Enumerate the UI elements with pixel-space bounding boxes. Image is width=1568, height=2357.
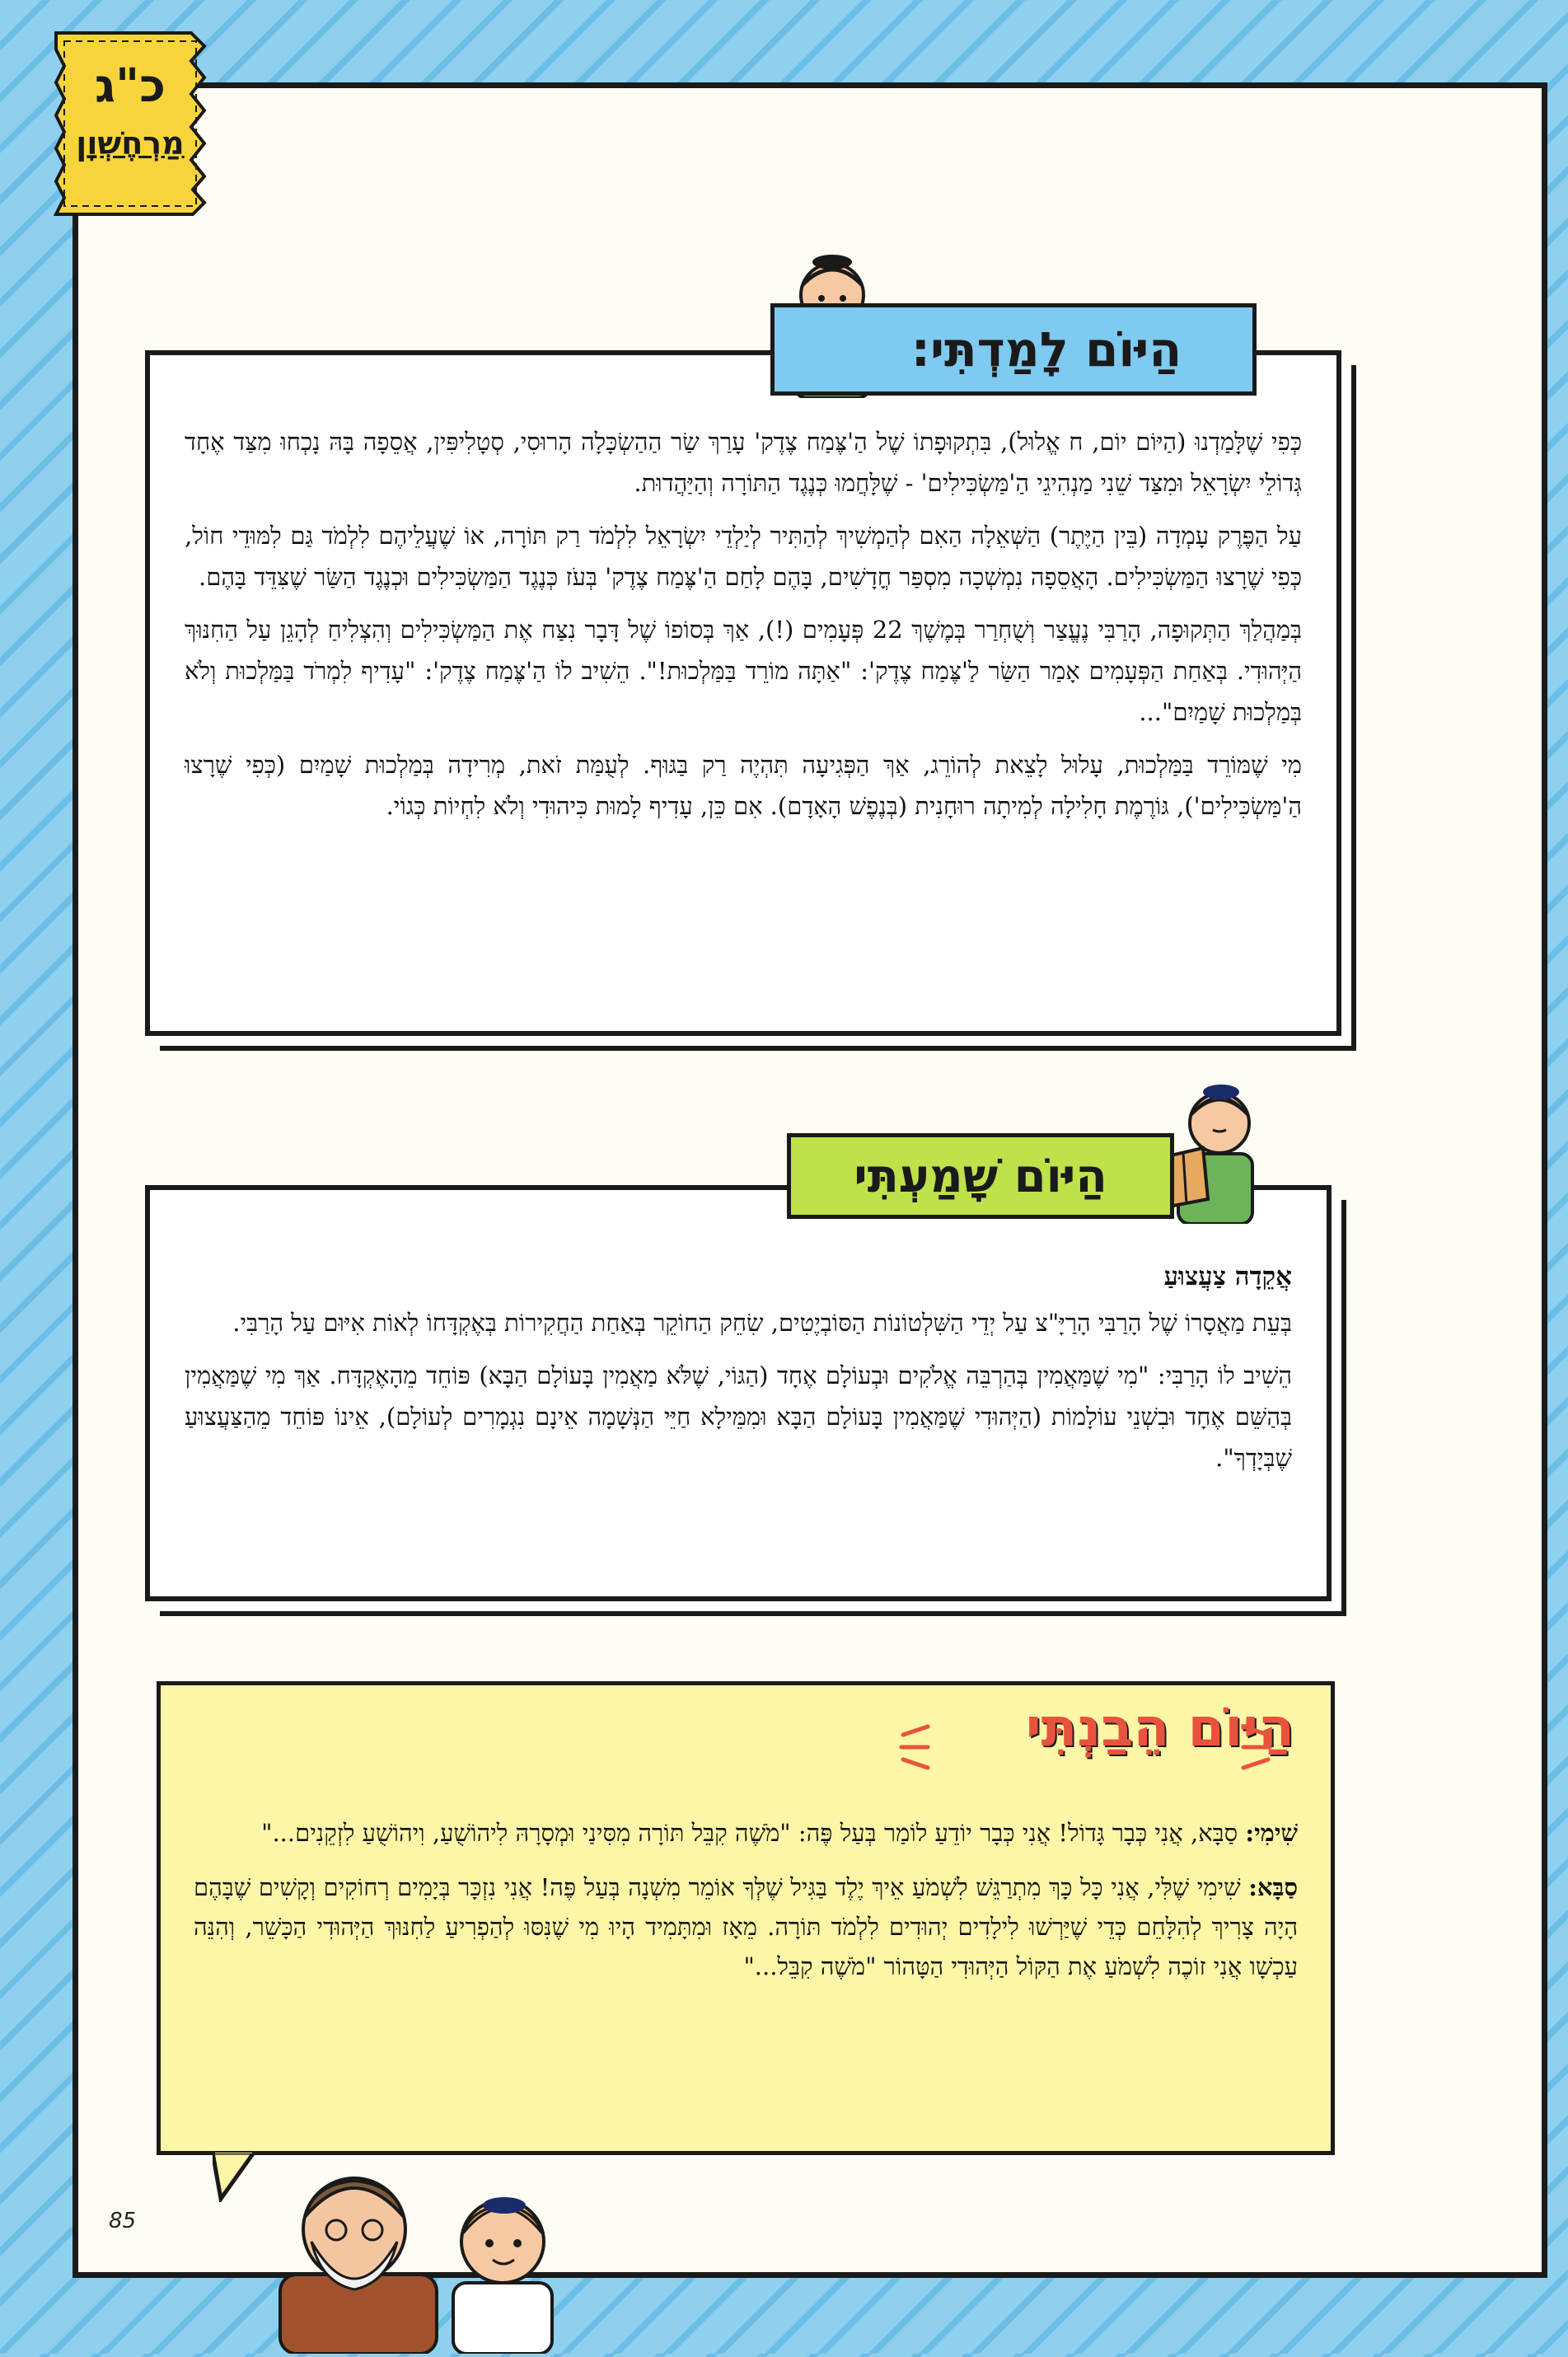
speech-tail (213, 2153, 262, 2202)
heard-banner (787, 1133, 1174, 1219)
grandfather-child-illustration (272, 2151, 593, 2354)
date-tag-shape (53, 28, 208, 218)
burst-icon (1240, 1718, 1273, 1776)
heard-paragraph: בְּעֵת מַאֲסָרוֹ שֶׁל הָרַבִּי הָרַיָּ"צ עַל יְדֵי הַשִּׁלְטוֹנוֹת הַסּוֹבְיֶטִים, שִׂחֵק הַחוֹקֵר בְּאַחַת הַחֲקִירוֹת בְּאֶקְדָּחוֹ לְאוֹת אִיּוּם עַל הָרַבִּי. (232, 1309, 1292, 1337)
learned-box (145, 350, 1341, 1036)
dialog-text: שִׁימִי שֶׁלִּי, אֲנִי כָּל כָּךְ מִתְרַגֵּשׁ לִשְׁמֹעַ אֵיךְ יֶלֶד בַּגִּיל שֶׁלְּךָ אוֹמֵר מִשְׁנָה בְּעַל פֶּה! אֲנִי נִזְכָּר בְּיָמִים רְחוֹקִים וְקָשִׁים שֶׁבָּהֶם הָיָה צָרִיךְ לְהִלָּחֵם כְּדֵי שֶׁיַּרְשׁוּ לִילָדִים יְהוּדִים לִלְמֹד תּוֹרָה. מֵאָז וּמִתָּמִיד הָיוּ מִי שֶׁנִּסּוּ לְהַפְרִיעַ לַחִנּוּךְ הַיְּהוּדִי הַכָּשֵׁר, וְהִנֵּה עַכְשָׁו אֲנִי זוֹכֶה לִשְׁמֹעַ אֶת הַקּוֹל הַיְּהוּדִי הַטָּהוֹר "מֹשֶׁה קִבֵּל..." (194, 1873, 1298, 1980)
learned-paragraph: מִי שֶׁמּוֹרֵד בַּמַּלְכוּת, עָלוּל לָצֵאת לְהוֹרֵג, אַךְ הַפְּגִיעָה תִּהְיֶה רַק בַּגּוּף. לְעֻמַּת זֹאת, מְרִידָה בְּמַלְכוּת שָׁמַיִם (כְּפִי שֶׁרָצוּ הַ'מַּשְׂכִּילִים'), גּוֹרֶמֶת חָלִילָה לְמִיתָה רוּחָנִית (בְּנֶפֶשׁ הָאָדָם). אִם כֵּן, עָדִיף לָמוּת כִּיהוּדִי וְלֹא לִחְיוֹת כְּגוֹי. (185, 751, 1302, 820)
dialog-text: סַבָּא, אֲנִי כְּבָר גָּדוֹל! אֲנִי כְּבָר יוֹדֵעַ לוֹמַר בְּעַל פֶּה: "מֹשֶׁה קִבֵּל תּוֹרָה מִסִּינַי וּמְסָרָהּ לִיהוֹשֻׁעַ, וִיהוֹשֻׁעַ לִזְקֵנִים..." (261, 1819, 1246, 1847)
speaker-name: סַבָּא: (1248, 1873, 1298, 1901)
understood-title: הַיּוֹם הֵבַנְתִּי (1025, 1698, 1294, 1759)
date-day: כ"ג (95, 59, 166, 113)
heard-text (185, 1256, 1292, 1490)
learned-text (185, 421, 1302, 838)
speaker-name: שִׁימִי: (1245, 1819, 1298, 1847)
date-month: מַרְחֶשְׁוָן (76, 125, 185, 162)
understood-dialog (194, 1813, 1298, 2001)
page-number: 85 (109, 2209, 137, 2233)
dialog-line (194, 1813, 1298, 1853)
learned-paragraph: בְּמַהֲלַךְ הַתְּקוּפָה, הָרַבִּי נֶעֱצַר וְשֻׁחְרַר בְּמֶשֶׁךְ 22 פְּעָמִים (!), אַךְ בְּסוֹפוֹ שֶׁל דָּבָר נִצַּח אֶת הַמַּשְׂכִּילִים וְהִצְלִיחַ לְהָגֵן עַל הַחִנּוּךְ הַיְּהוּדִי. בְּאַחַת הַפְּעָמִים אָמַר הַשַּׂר לַ'צֶּמַח צֶדֶק': "אַתָּה מוֹרֵד בַּמַּלְכוּת!". הֵשִׁיב לוֹ הַ'צֶּמַח צֶדֶק': "עָדִיף לִמְרֹד בַּמַּלְכוּת וְלֹא בְּמַלְכוּת שָׁמַיִם"... (185, 616, 1302, 726)
burst-icon (898, 1718, 931, 1776)
heard-lead: אֲקֵדָה צַעֲצוּעַ (1163, 1262, 1292, 1291)
heard-title: הַיּוֹם שָׁמַעְתִּי (854, 1149, 1107, 1203)
learned-paragraph: כְּפִי שֶׁלָּמַדְנוּ (הַיּוֹם יוֹם, ח אֱלוּל), בִּתְקוּפָתוֹ שֶׁל הַ'צֶּמַח צֶדֶק' עָרַךְ שַׂר הַהַשְׂכָּלָה הָרוּסִי, סְטָלִיפִּין, אֲסֵפָה בָּהּ נָכְחוּ מִצַּד אֶחָד גְּדוֹלֵי יִשְׂרָאֵל וּמִצַּד שֵׁנִי מַנְהִיגֵי הַ'מַּשְׂכִּילִים' - שֶׁלָּחֲמוּ כְּנֶגֶד הַתּוֹרָה וְהַיַּהֲדוּת. (185, 428, 1302, 497)
heard-paragraph: הֵשִׁיב לוֹ הָרַבִּי: "מִי שֶׁמַּאֲמִין בְּהַרְבֵּה אֱלֹקִים וּבְעוֹלָם אֶחָד (הַגּוֹי, שֶׁלֹּא מַאֲמִין בָּעוֹלָם הַבָּא) פּוֹחֵד מֵהָאֶקְדָּח. אַךְ מִי שֶׁמַּאֲמִין בְּהַשֵּׁם אֶחָד וּבִשְׁנֵי עוֹלָמוֹת (הַיְּהוּדִי שֶׁמַּאֲמִין בָּעוֹלָם הַבָּא וּמִמֵּילָא חַיֵּי הַנְּשָׁמָה אֵינָם נִגְמָרִים לְעוֹלָם), אֵינוֹ פּוֹחֵד מֵהַצַּעֲצוּעַ שֶׁבְּיָדְךָ". (185, 1361, 1292, 1472)
heard-box (145, 1185, 1332, 1601)
dialog-line (194, 1867, 1298, 1986)
date-tag (53, 28, 208, 218)
learned-title: הַיּוֹם לָמַדְתִּי: (910, 321, 1182, 377)
learned-paragraph: עַל הַפֶּרֶק עָמְדָה (בֵּין הַיֶּתֶר) הַשְּׁאֵלָה הַאִם לְהַמְשִׁיךְ לְהַתִּיר לְיַלְדֵי יִשְׂרָאֵל לִלְמֹד רַק תּוֹרָה, אוֹ שֶׁעֲלֵיהֶם לִלְמֹד גַּם לִמּוּדֵי חוֹל, כְּפִי שֶׁרָצוּ הַמַּשְׂכִּילִים. הָאֲסֵפָה נִמְשְׁכָה מִסְפַּר חֳדָשִׁים, בָּהֶם לָחַם הַ'צֶּמַח צֶדֶק' בְּעֹז כְּנֶגֶד הַמַּשְׂכִּילִים וּכְנֶגֶד הַשַּׂר שֶׁצִּדֵּד בָּהֶם. (185, 522, 1302, 591)
learned-banner (770, 303, 1257, 396)
